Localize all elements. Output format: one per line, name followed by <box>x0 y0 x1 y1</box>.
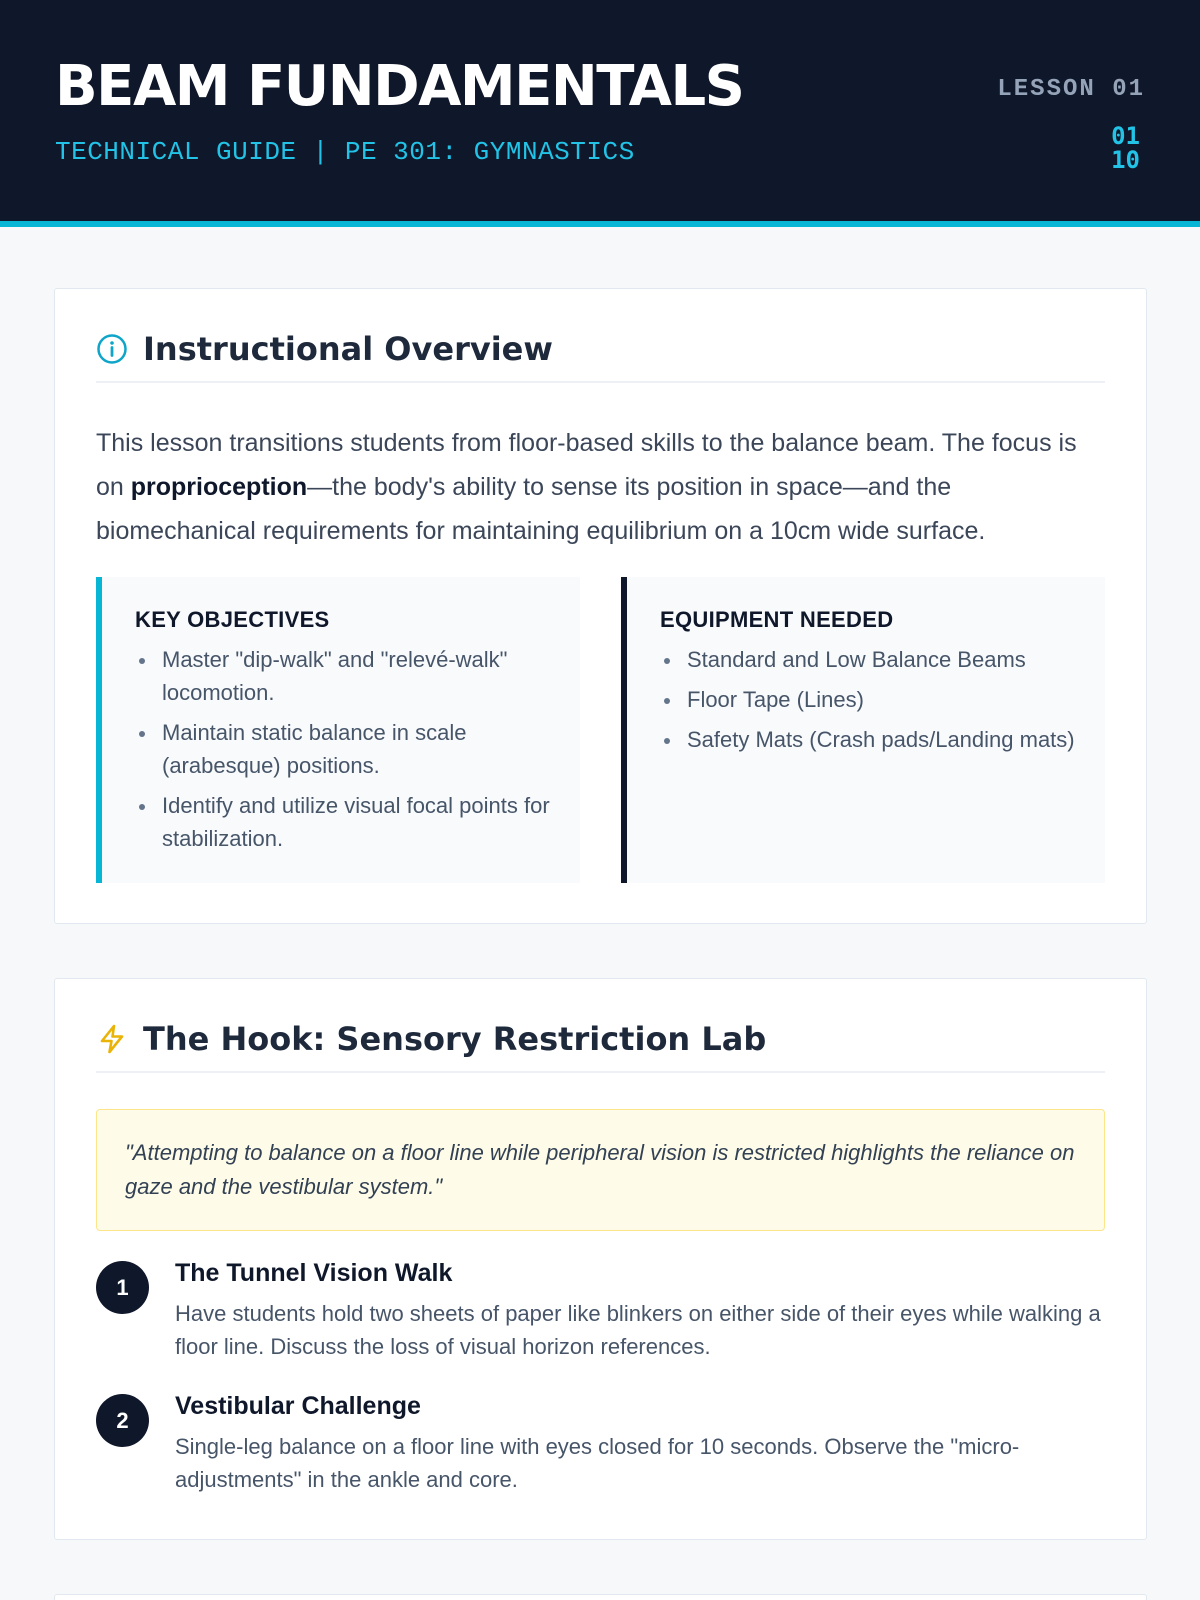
hook-card <box>54 978 1147 1540</box>
intro-text-end: —the body's ability to sense its position in space—and the biomechanical requirements for maintaining equilibrium on a 10cm wide surface. <box>96 473 986 545</box>
hook-heading: The Hook: Sensory Restriction Lab <box>143 1020 767 1058</box>
overview-card-header <box>96 329 1105 383</box>
lesson-code-bottom: 10 <box>1111 146 1140 174</box>
next-card <box>54 1594 1147 1600</box>
list-item: Standard and Low Balance Beams <box>660 643 1077 676</box>
list-item: Maintain static balance in scale (arabesque) positions. <box>135 716 552 782</box>
lightning-icon <box>96 1023 128 1055</box>
page-title: BEAM FUNDAMENTALS <box>55 54 744 119</box>
overview-heading: Instructional Overview <box>143 330 553 368</box>
step-number-badge: 1 <box>96 1261 149 1314</box>
step-number-badge: 2 <box>96 1394 149 1447</box>
equipment-title: EQUIPMENT NEEDED <box>660 607 894 632</box>
hook-quote: "Attempting to balance on a floor line while peripheral vision is restricted highlights the reliance on gaze and the vestibular system." <box>96 1109 1105 1231</box>
intro-text-start: This lesson transitions students from floor-based skills to the balance beam. The focus is on <box>96 429 1077 501</box>
lesson-label: LESSON 01 <box>997 76 1145 103</box>
step-title: The Tunnel Vision Walk <box>175 1259 453 1287</box>
step-description: Have students hold two sheets of paper like blinkers on either side of their eyes while walking a floor line. Discuss the loss of visual horizon references. <box>175 1301 1101 1359</box>
lesson-code-top: 01 <box>1111 122 1140 150</box>
overview-card <box>54 288 1147 924</box>
list-item: Safety Mats (Crash pads/Landing mats) <box>660 723 1077 756</box>
page-subtitle: TECHNICAL GUIDE | PE 301: GYMNASTICS <box>55 137 635 167</box>
list-item: Master "dip-walk" and "relevé-walk" locomotion. <box>135 643 552 709</box>
info-icon <box>96 333 128 365</box>
list-item: Floor Tape (Lines) <box>660 683 1077 716</box>
hook-card-header <box>96 1019 1105 1073</box>
list-item: Identify and utilize visual focal points for stabilization. <box>135 789 552 855</box>
intro-keyword: proprioception <box>130 473 308 501</box>
equipment-box <box>621 577 1105 883</box>
binary-code-icon <box>1111 124 1140 172</box>
equipment-list <box>660 643 1077 756</box>
key-objectives-list <box>135 643 552 855</box>
key-objectives-title: KEY OBJECTIVES <box>135 607 330 632</box>
page-header <box>0 0 1200 227</box>
step-title: Vestibular Challenge <box>175 1392 421 1420</box>
overview-intro <box>96 421 1105 553</box>
key-objectives-box <box>96 577 580 883</box>
step-description: Single-leg balance on a floor line with eyes closed for 10 seconds. Observe the "micro-adjustments" in the ankle and core. <box>175 1434 1020 1492</box>
